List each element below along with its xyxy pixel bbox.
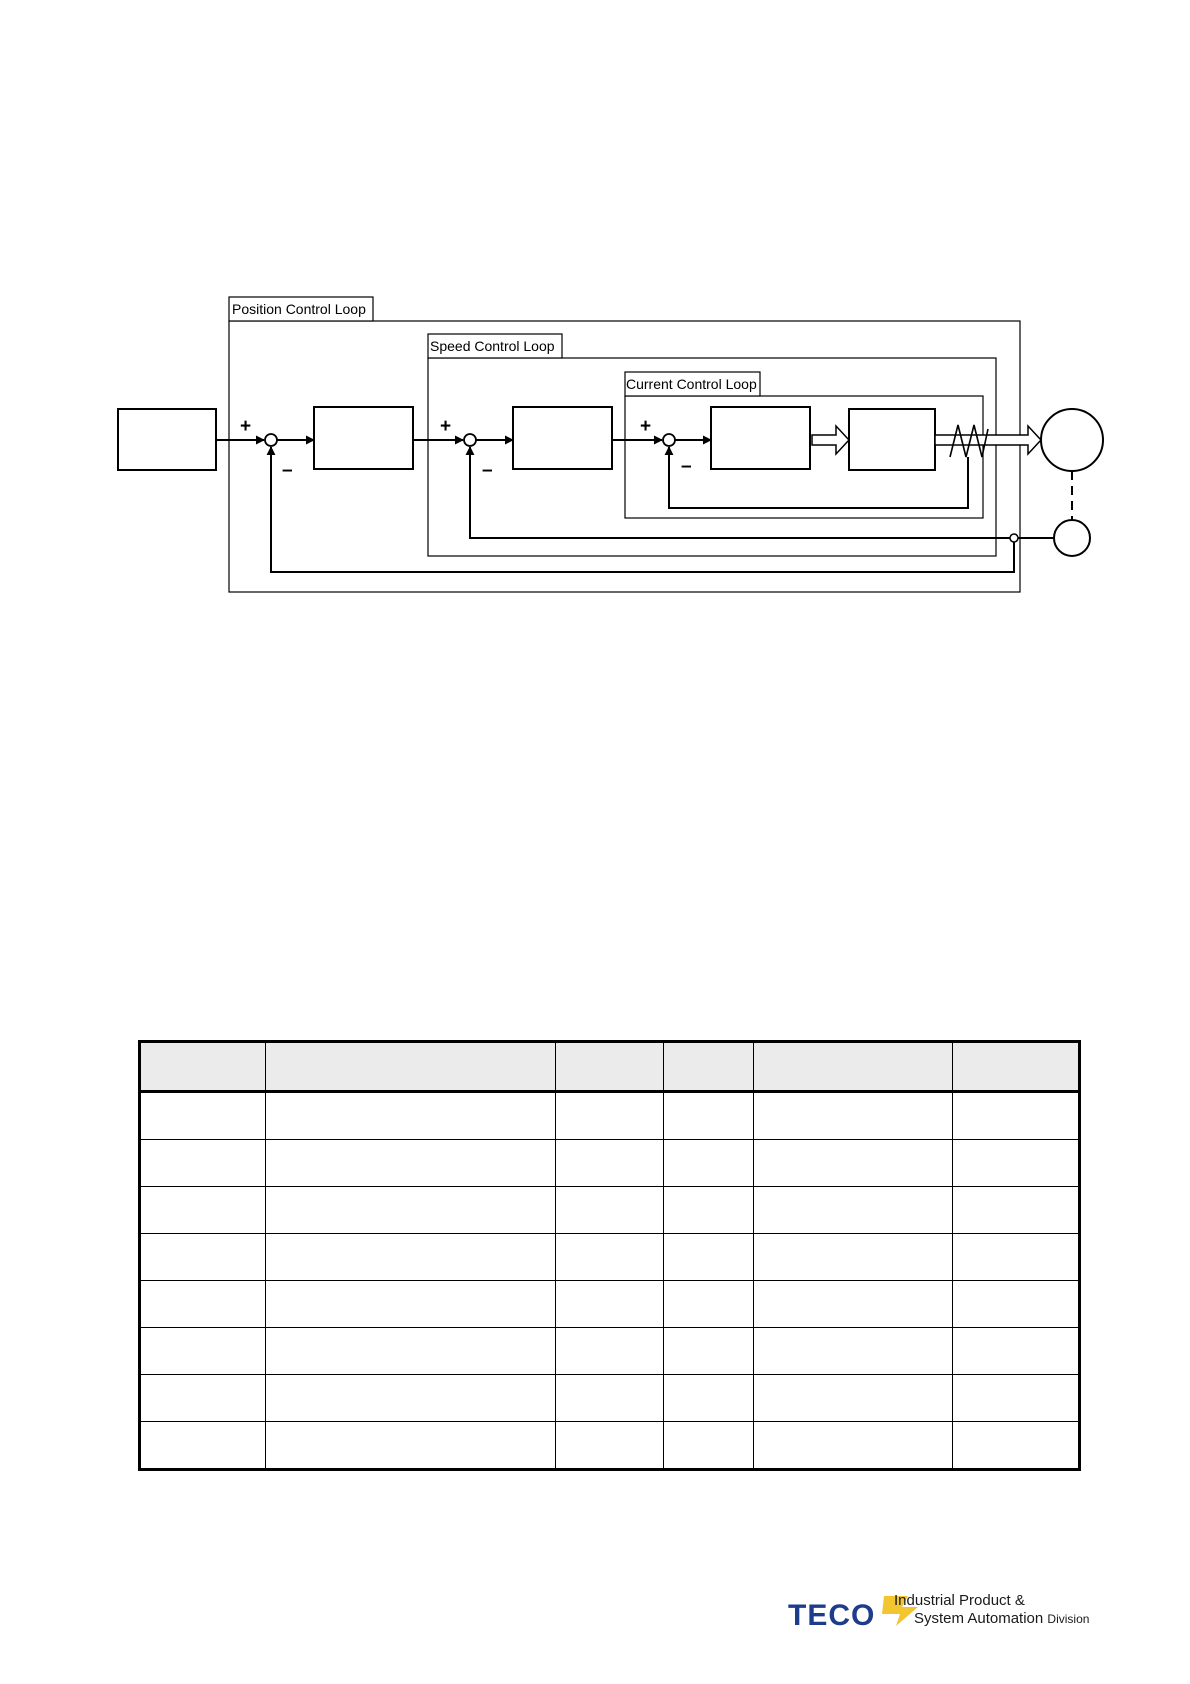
current-controller-block	[711, 407, 810, 469]
encoder-circle	[1054, 520, 1090, 556]
speed-plus-sign: +	[440, 416, 452, 437]
current-minus-sign: –	[681, 456, 692, 477]
header-cell-5	[754, 1042, 953, 1092]
table-row	[140, 1234, 1080, 1281]
speed-summing-junction	[464, 434, 476, 446]
control-loop-diagram	[0, 0, 1190, 640]
hollow-arrow-to-power-stage	[812, 426, 849, 454]
motor-circle	[1041, 409, 1103, 471]
teco-logo-text: TECO	[788, 1599, 876, 1630]
division-line-2	[914, 1610, 1089, 1627]
table-row	[140, 1422, 1080, 1470]
header-cell-6	[953, 1042, 1080, 1092]
position-plus-sign: +	[240, 416, 252, 437]
header-cell-2	[266, 1042, 556, 1092]
command-input-block	[118, 409, 216, 470]
table-row	[140, 1328, 1080, 1375]
teco-footer-logo	[786, 1590, 1106, 1630]
position-summing-junction	[265, 434, 277, 446]
feedback-branch-point	[1010, 534, 1018, 542]
division-line-2-main: System Automation	[914, 1610, 1048, 1627]
speed-controller-block	[513, 407, 612, 469]
table-row	[140, 1092, 1080, 1140]
header-cell-3	[556, 1042, 664, 1092]
division-line-1: Industrial Product &	[894, 1592, 1025, 1609]
current-plus-sign: +	[640, 416, 652, 437]
position-controller-block	[314, 407, 413, 469]
power-stage-block	[849, 409, 935, 470]
current-loop-label: Current Control Loop	[626, 376, 757, 392]
speed-minus-sign: –	[482, 460, 493, 481]
table-row	[140, 1187, 1080, 1234]
header-cell-4	[664, 1042, 754, 1092]
position-minus-sign: –	[282, 460, 293, 481]
parameter-table	[138, 1040, 1081, 1471]
header-cell-1	[140, 1042, 266, 1092]
division-line-2-small: Division	[1047, 1612, 1090, 1626]
table-row	[140, 1140, 1080, 1187]
speed-loop-label: Speed Control Loop	[430, 338, 555, 354]
current-summing-junction	[663, 434, 675, 446]
table-row	[140, 1281, 1080, 1328]
table-header-row	[140, 1042, 1080, 1092]
position-loop-label: Position Control Loop	[232, 301, 366, 317]
table-row	[140, 1375, 1080, 1422]
